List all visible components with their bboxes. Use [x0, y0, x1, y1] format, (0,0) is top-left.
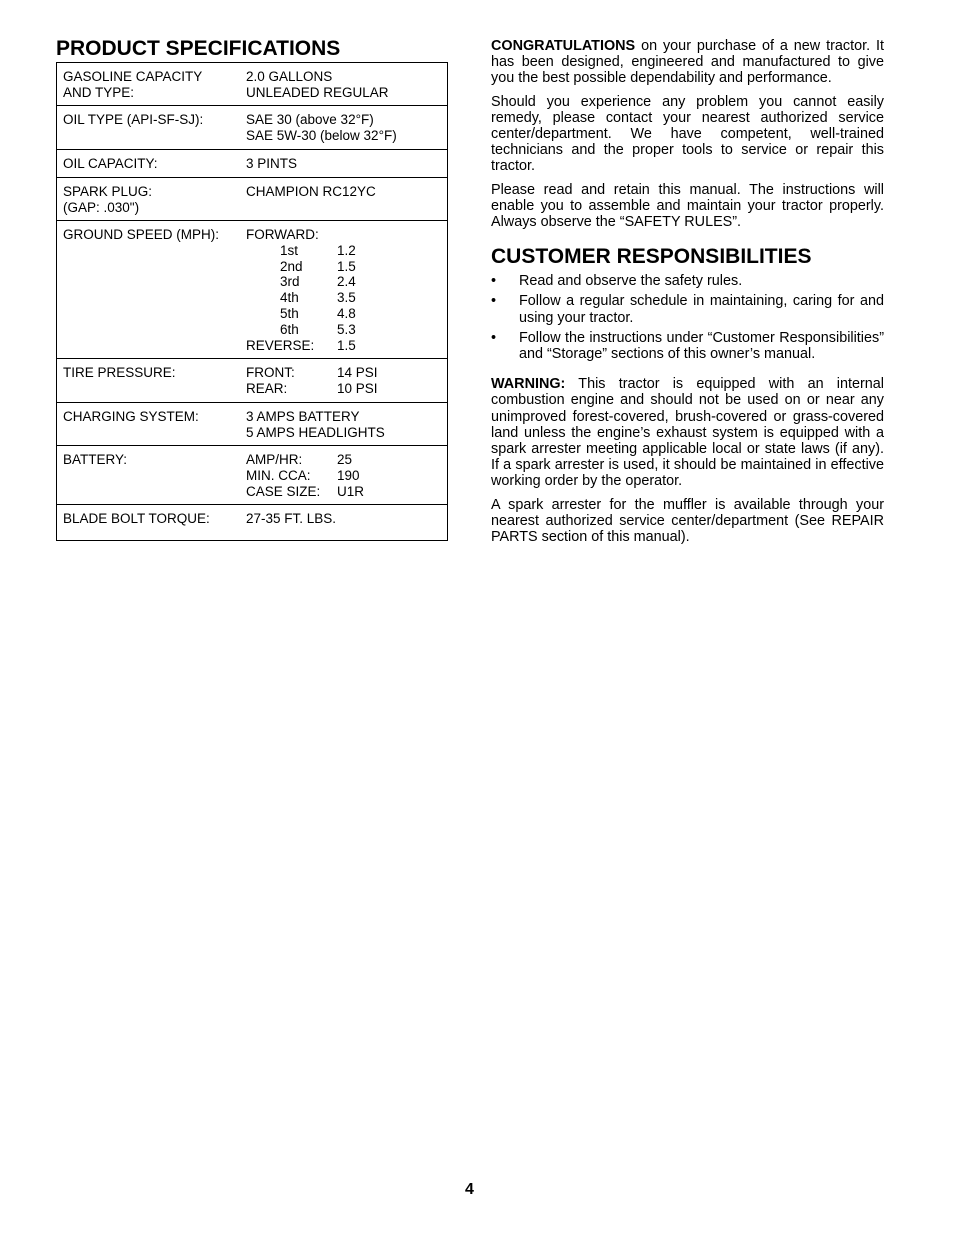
spec-value-line: CHAMPION RC12YC: [246, 184, 376, 199]
gear-speed: [246, 259, 447, 275]
retain-paragraph: Please read and retain this manual. The instructions will enable you to assemble and maintain your tractor properly. Always observe the “SAFETY RULES”.: [491, 181, 884, 231]
spec-value-line: 2.0 GALLONS: [246, 69, 333, 84]
gear-name: 6th: [280, 321, 299, 337]
spec-label: [63, 365, 246, 402]
left-column: [56, 36, 448, 541]
spec-pair-value: 14 PSI: [337, 365, 378, 380]
spec-value: [246, 69, 447, 105]
gear-name: 5th: [280, 305, 299, 321]
spec-label: [63, 184, 246, 220]
spec-value: [246, 511, 447, 540]
bullet-dot: •: [491, 293, 497, 310]
spec-row: [57, 150, 447, 178]
responsibility-text: Follow a regular schedule in maintaining, caring for and using your tractor.: [519, 293, 884, 326]
spec-pair: [246, 381, 447, 397]
spec-row: [57, 505, 447, 540]
spec-pair-key: MIN. CCA:: [246, 467, 311, 483]
warning-paragraph: [491, 376, 884, 489]
gear-name: 2nd: [280, 258, 303, 274]
page-number: 4: [465, 1181, 474, 1198]
spec-label-line: OIL CAPACITY:: [63, 156, 158, 171]
spec-value-line: SAE 30 (above 32°F): [246, 112, 374, 127]
warning-lead: WARNING:: [491, 376, 566, 393]
gear-name: 3rd: [280, 274, 300, 290]
gear-speed: [246, 290, 447, 306]
spec-row: [57, 106, 447, 150]
bullet-dot: •: [491, 329, 497, 346]
spec-value-line: SAE 5W-30 (below 32°F): [246, 127, 397, 143]
gear-mph: 1.2: [337, 242, 356, 258]
bullet-dot: •: [491, 273, 497, 290]
gear-speed: [246, 243, 447, 259]
spec-label-line: BLADE BOLT TORQUE:: [63, 511, 210, 526]
spec-label-line: GROUND SPEED (MPH):: [63, 227, 220, 242]
spec-pair-value: 190: [337, 467, 360, 483]
spec-label-line: SPARK PLUG:: [63, 184, 153, 199]
specifications-table: [56, 62, 448, 541]
congratulations-text: on your purchase of a new tractor. It has been designed, engineered and manufactured to give you the best possible dependability and performance.: [491, 38, 884, 87]
spec-pair-key: CASE SIZE:: [246, 483, 321, 499]
spec-value: [246, 409, 447, 445]
gear-mph: 5.3: [337, 321, 356, 337]
spec-label-line: CHARGING SYSTEM:: [63, 409, 199, 424]
spec-pair: [246, 468, 447, 484]
gear-name: 4th: [280, 290, 299, 306]
gear-name: 1st: [280, 242, 299, 258]
spark-arrester-paragraph: A spark arrester for the muffler is available through your nearest authorized service center/department (See REPAIR PARTS section of this manual).: [491, 496, 884, 546]
spec-value: [246, 365, 447, 402]
congratulations-paragraph: [491, 38, 884, 87]
spec-pair-value: 10 PSI: [337, 380, 378, 396]
gear-mph: 1.5: [337, 258, 356, 274]
spec-label: [63, 156, 246, 177]
spec-label-line: GASOLINE CAPACITY: [63, 69, 203, 84]
spec-pair: [246, 484, 447, 500]
spec-value-line: 27-35 FT. LBS.: [246, 511, 337, 526]
warning-text: This tractor is equipped with an internal combustion engine and should not be used on or near any unimproved forest-covered, brush-covered or grass-covered land unless the engine’s exhaust system is equipped with a spark arrester meeting applicable local or state laws (if any). If a spark arrester is used, it should be maintained in effective working order by the operator.: [491, 376, 884, 490]
gear-speed: [246, 322, 447, 338]
responsibility-item: [491, 273, 884, 289]
spec-label-line: (GAP: .030"): [63, 199, 140, 215]
spec-pair-value: 25: [337, 452, 353, 467]
spec-value-line: UNLEADED REGULAR: [246, 84, 389, 100]
spec-pair-value: U1R: [337, 483, 365, 499]
spec-row: [57, 359, 447, 403]
gear-speed: [246, 274, 447, 290]
spec-label: [63, 511, 246, 540]
customer-responsibilities-title: CUSTOMER RESPONSIBILITIES: [491, 245, 812, 269]
gear-mph: 2.4: [337, 274, 356, 290]
spec-row: [57, 178, 447, 221]
spec-label: [63, 227, 246, 358]
forward-label: FORWARD:: [246, 227, 319, 242]
responsibility-text: Follow the instructions under “Customer Responsibilities” and “Storage” sections of this owner’s manual.: [519, 329, 884, 363]
spec-label-line: OIL TYPE (API-SF-SJ):: [63, 112, 204, 127]
spec-row: [57, 63, 447, 106]
spec-value-line: 5 AMPS HEADLIGHTS: [246, 424, 385, 440]
spec-pair-key: AMP/HR:: [246, 452, 303, 467]
reverse-mph: 1.5: [337, 337, 356, 353]
spec-pair: [246, 452, 447, 468]
spec-row: [57, 446, 447, 505]
spec-label: [63, 409, 246, 445]
spec-value: [246, 184, 447, 220]
spec-pair-key: REAR:: [246, 380, 288, 396]
right-column: [491, 38, 884, 552]
problem-paragraph: Should you experience any problem you cannot easily remedy, please contact your nearest authorized service center/department. We have competent, well-trained technicians and the proper tools to service or repair this tractor.: [491, 93, 884, 175]
responsibility-item: [491, 330, 884, 362]
spec-value-line: 3 AMPS BATTERY: [246, 409, 360, 424]
spec-label: [63, 112, 246, 149]
spec-label: [63, 69, 246, 105]
responsibility-item: [491, 293, 884, 325]
spec-row: [57, 221, 447, 359]
gear-speed: [246, 306, 447, 322]
spec-value: [246, 227, 447, 358]
spec-pair: [246, 365, 447, 381]
product-specifications-title: PRODUCT SPECIFICATIONS: [56, 37, 341, 60]
spec-label: [63, 452, 246, 504]
spec-value: [246, 156, 447, 177]
spec-value: [246, 452, 447, 504]
spec-value: [246, 112, 447, 149]
gear-mph: 3.5: [337, 290, 356, 306]
spec-row: [57, 403, 447, 446]
reverse-label: REVERSE:: [246, 337, 315, 353]
spec-pair-key: FRONT:: [246, 365, 295, 380]
spec-label-line: BATTERY:: [63, 452, 128, 467]
spec-label-line: TIRE PRESSURE:: [63, 365, 176, 380]
gear-mph: 4.8: [337, 305, 356, 321]
spec-value-line: 3 PINTS: [246, 156, 298, 171]
reverse-speed: [246, 338, 447, 354]
responsibilities-list: [491, 273, 884, 362]
responsibility-text: Read and observe the safety rules.: [519, 273, 743, 290]
congratulations-lead: CONGRATULATIONS: [491, 38, 636, 54]
spec-label-line: AND TYPE:: [63, 84, 135, 100]
